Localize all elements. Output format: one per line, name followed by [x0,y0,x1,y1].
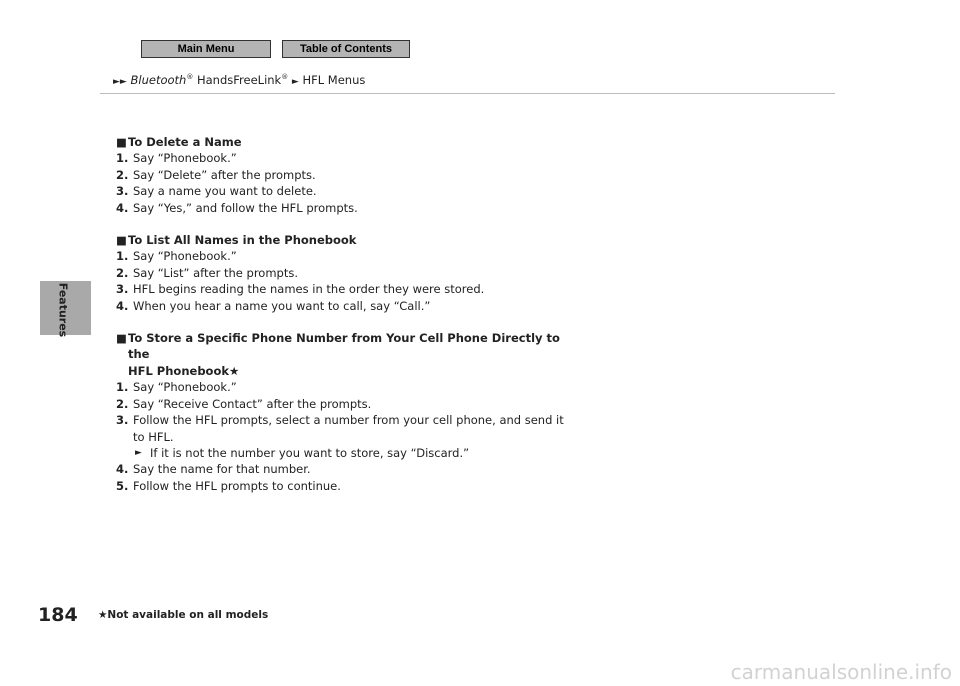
step-number: 2. [116,265,129,280]
step-item [116,461,576,477]
step-number: 2. [116,167,129,182]
features-side-label: Features [56,282,70,338]
breadcrumb-current: HFL Menus [302,73,366,87]
step-text: HFL begins reading the names in the order they were stored. [133,282,485,297]
star-icon: ★ [229,363,240,378]
step-item [116,396,576,412]
step-number: 3. [116,184,129,199]
step-item [116,478,576,494]
arrow-icon: ► [135,447,142,458]
step-item [116,379,576,395]
breadcrumb-bluetooth[interactable]: Bluetooth [130,73,187,87]
step-item [116,265,576,281]
step-item [116,167,576,183]
step-text: Say a name you want to delete. [133,184,317,199]
sub-note [116,445,576,461]
step-item [116,281,576,297]
step-text: Follow the HFL prompts to continue. [133,478,341,493]
step-text: Say “Phonebook.” [133,380,237,395]
breadcrumb-arrow-icon: ► [119,77,127,87]
page-content [116,134,576,494]
step-item [116,298,576,314]
registered-mark: ® [186,73,194,82]
section-title: To Store a Specific Phone Number from Your Cell Phone Directly to the [128,331,560,362]
breadcrumb-arrow-icon: ► [113,77,120,87]
step-number: 5. [116,478,129,493]
header-divider [100,93,835,94]
step-number: 4. [116,462,129,477]
section-heading [116,330,576,379]
section-heading [116,134,576,150]
square-bullet-icon: ■ [116,331,127,346]
footnote: ★Not available on all models [98,609,269,621]
main-menu-button[interactable]: Main Menu [141,40,271,58]
step-text: Say the name for that number. [133,462,311,477]
step-text: Say “Yes,” and follow the HFL prompts. [133,200,358,215]
step-text: Say “Phonebook.” [133,249,237,264]
registered-mark: ® [281,73,289,82]
step-item [116,200,576,216]
square-bullet-icon: ■ [116,135,127,149]
step-item [116,183,576,199]
page-number: 184 [38,604,78,626]
watermark: carmanualsonline.info [730,660,952,684]
step-number: 3. [116,282,129,297]
step-number: 1. [116,151,129,166]
section-title-continued: HFL Phonebook [128,363,229,378]
step-text: Say “Receive Contact” after the prompts. [133,396,372,411]
step-text: Say “List” after the prompts. [133,265,298,280]
step-text: Say “Phonebook.” [133,151,237,166]
step-item [116,248,576,264]
step-text: When you hear a name you want to call, say “Call.” [133,298,431,313]
breadcrumb-arrow-icon: ► [291,77,299,87]
square-bullet-icon: ■ [116,233,127,248]
step-number: 1. [116,249,129,264]
step-item [116,150,576,166]
breadcrumb-handsfreelink[interactable]: HandsFreeLink [196,73,282,87]
step-number: 2. [116,396,129,411]
step-text: Say “Delete” after the prompts. [133,167,316,182]
step-number: 4. [116,200,129,215]
step-item [116,412,576,445]
section-title: To Delete a Name [128,135,242,149]
section-title: To List All Names in the Phonebook [128,233,357,248]
section-heading [116,232,576,248]
step-number: 4. [116,298,129,313]
step-text: Follow the HFL prompts, select a number from your cell phone, and send it to HFL. [133,413,564,444]
step-number: 3. [116,413,129,428]
sub-note-text: If it is not the number you want to store, say “Discard.” [150,445,470,460]
step-number: 1. [116,380,129,395]
breadcrumb [113,73,365,87]
table-of-contents-button[interactable]: Table of Contents [282,40,410,58]
